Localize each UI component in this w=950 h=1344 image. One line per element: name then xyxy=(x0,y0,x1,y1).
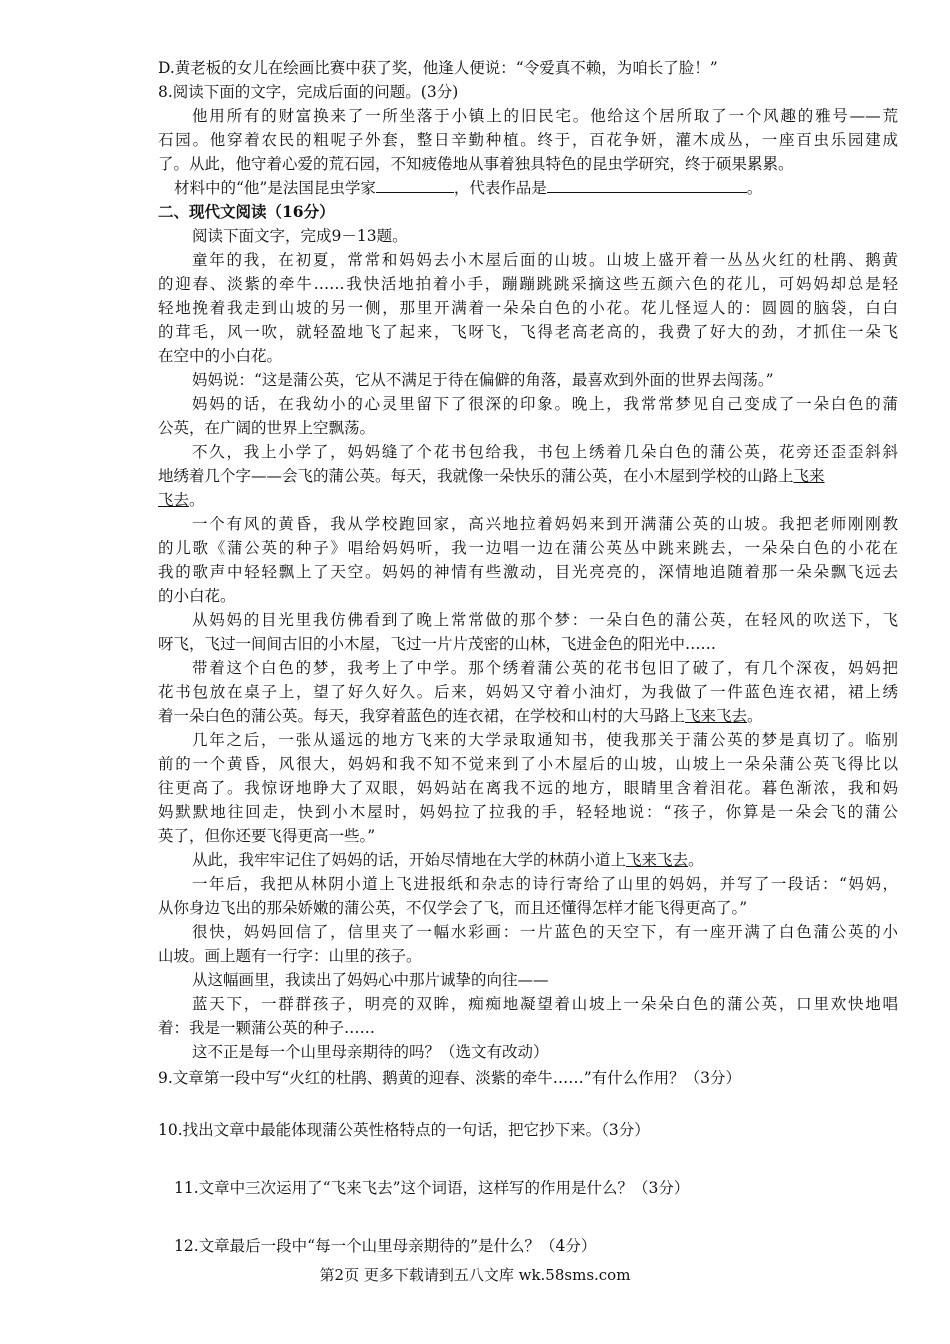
passage-line: 在空中的小白花。 xyxy=(158,347,283,365)
passage-line: 不久，我上小学了，妈妈缝了个花书包给我，书包上绣着几朵白色的蒲公英，花旁还歪歪斜斜 xyxy=(192,443,898,461)
passage-line: 从妈妈的目光里我仿佛看到了晚上常常做的那个梦：一朵白色的蒲公英，在轻风的吹送下，飞 xyxy=(192,611,898,629)
passage-line: 我的歌声中轻轻飘上了天空。妈妈的神情有些激动，目光亮亮的，深情地追随着那一朵朵飘飞远去 xyxy=(158,563,898,581)
passage-line xyxy=(158,464,898,488)
passage-text: 从此，我牢牢记住了妈妈的话，开始尽情地在大学的林荫小道上 xyxy=(192,851,627,869)
passage-text: 地绣着几个字——会飞的蒲公英。每天，我就像一朵快乐的蒲公英，在小木屋到学校的山路上 xyxy=(158,467,794,485)
fly-phrase-1b: 飞去 xyxy=(158,491,190,509)
reading-instruction: 阅读下面文字，完成9－13题。 xyxy=(192,227,408,245)
passage-text: 。 xyxy=(688,851,704,869)
question-10: 10.找出文章中最能体现蒲公英性格特点的一句话，把它抄下来。（3分） xyxy=(158,1121,650,1139)
passage-line xyxy=(158,704,898,728)
passage-line: 一年后，我把从林阴小道上飞进报纸和杂志的诗行寄给了山里的妈妈，并写了一段话：“妈妈， xyxy=(192,875,898,893)
passage-line: 几年之后，一张从遥远的地方飞来的大学录取通知书，使我那关于蒲公英的梦是真切了。临别 xyxy=(192,731,898,749)
fly-phrase-3: 飞来飞去 xyxy=(626,851,689,869)
passage-line: 的迎春、淡紫的牵牛……我快活地拍着小手，蹦蹦跳跳采摘这些五颜六色的花儿，可妈妈却总是轻 xyxy=(158,275,898,293)
passage-line: 着：我是一颗蒲公英的种子…… xyxy=(158,1019,376,1037)
passage-line: 轻地挽着我走到山坡的另一侧，那里开满着一朵朵白色的小花。花儿怪逗人的：圆圆的脑袋，白白 xyxy=(158,299,898,317)
question-9: 9.文章第一段中写“火红的杜鹃、鹅黄的迎春、淡紫的牵牛……”有什么作用？（3分） xyxy=(158,1069,742,1087)
passage-line: 从这幅画里，我读出了妈妈心中那片诚挚的向往—— xyxy=(192,971,549,989)
passage-line: 一个有风的黄昏，我从学校跑回家，高兴地拉着妈妈来到开满蒲公英的山坡。我把老师刚刚教 xyxy=(192,515,898,533)
fly-phrase-1a: 飞来 xyxy=(793,467,825,485)
passage-line: 带着这个白色的梦，我考上了中学。那个绣着蒲公英的花书包旧了破了，有几个深夜，妈妈把 xyxy=(192,659,898,677)
passage-text: 。 xyxy=(189,491,205,509)
passage-line: 妈默默地往回走，快到小木屋时，妈妈拉了拉我的手，轻轻地说：“孩子，你算是一朵会飞的蒲公 xyxy=(158,803,898,821)
section-2-heading: 二、现代文阅读（16分） xyxy=(158,202,335,221)
passage-line: 往更高了。我惊讶地睁大了双眼，妈妈站在离我不远的地方，眼睛里含着泪花。暮色渐浓，我和妈 xyxy=(158,779,898,797)
q8-answer-blank-2[interactable] xyxy=(547,176,747,193)
q8-passage-line: 石园。他穿着农民的粗呢子外套，整日辛勤种植。终于，百花争妍，灌木成丛，一座百虫乐园建成 xyxy=(158,131,898,149)
passage-text: 。 xyxy=(747,707,763,725)
passage-line: 的茸毛，风一吹，就轻盈地飞了起来，飞呀飞，飞得老高老高的，我费了好大的劲，才抓住一朵飞 xyxy=(158,323,898,341)
passage-line xyxy=(192,848,898,872)
q8-passage-line: 了。从此，他守着心爱的荒石园，不知疲倦地从事着独具特色的昆虫学研究，终于硕果累累。 xyxy=(158,155,794,173)
passage-line: 从你身边飞出的那朵娇嫩的蒲公英，不仅学会了飞，而且还懂得怎样才能飞得更高了。” xyxy=(158,899,748,917)
page-footer: 第2页 更多下载请到五八文库 wk.58sms.com xyxy=(319,1266,631,1284)
passage-line: 花书包放在桌子上，望了好久好久。后来，妈妈又守着小油灯，为我做了一件蓝色连衣裙，裙上绣 xyxy=(158,683,898,701)
passage-line xyxy=(158,488,898,512)
q8-fill-text: 。 xyxy=(746,179,763,197)
passage-line: 很快，妈妈回信了，信里夹了一幅水彩画：一片蓝色的天空下，有一座开满了白色蒲公英的小 xyxy=(192,923,898,941)
passage-line: 蓝天下，一群群孩子，明亮的双眸，痴痴地凝望着山坡上一朵朵白色的蒲公英，口里欢快地唱 xyxy=(192,995,898,1013)
passage-line: 英了，但你还要飞得更高一些。” xyxy=(158,827,376,845)
passage-line: 呀飞，飞过一间间古旧的小木屋，飞过一片片茂密的山林，飞进金色的阳光中…… xyxy=(158,635,717,653)
q8-fill-text: 材料中的“他”是法国昆虫学家 xyxy=(174,179,376,197)
q8-answer-blank-1[interactable] xyxy=(376,176,454,193)
passage-line: 公英，在广阔的世界上空飘荡。 xyxy=(158,419,376,437)
q8-fill-text: ，代表作品是 xyxy=(453,179,547,197)
passage-line: 的儿歌《蒲公英的种子》唱给妈妈听，我一边唱一边在蒲公英丛中跳来跳去，一朵朵白色的小花在 xyxy=(158,539,898,557)
passage-line: 妈妈的话，在我幼小的心灵里留下了很深的印象。晚上，我常常梦见自己变成了一朵白色的蒲 xyxy=(192,395,898,413)
passage-text: 着一朵白色的蒲公英。每天，我穿着蓝色的连衣裙，在学校和山村的大马路上 xyxy=(158,707,686,725)
option-d: D.黄老板的女儿在绘画比赛中获了奖，他逢人便说：“令爱真不赖，为咱长了脸！” xyxy=(158,59,718,77)
passage-line: 前的一个黄昏，风很大，妈妈和我不知不觉来到了小木屋后的山坡，山坡上一朵朵蒲公英飞得比以 xyxy=(158,755,898,773)
passage-line: 的小白花。 xyxy=(158,587,236,605)
q8-fill-blank xyxy=(174,176,914,200)
passage-line: 童年的我，在初夏，常常和妈妈去小木屋后面的山坡。山坡上盛开着一丛丛火红的杜鹃、鹅黄 xyxy=(192,251,898,269)
passage-line: 妈妈说：“这是蒲公英，它从不满足于待在偏僻的角落，最喜欢到外面的世界去闯荡。” xyxy=(192,371,774,389)
question-8-title: 8.阅读下面的文字，完成后面的问题。(3分) xyxy=(158,83,459,101)
q8-passage-line: 他用所有的财富换来了一所坐落于小镇上的旧民宅。他给这个居所取了一个风趣的雅号——荒 xyxy=(192,107,898,125)
passage-line: 这不正是每一个山里母亲期待的吗？（选文有改动） xyxy=(192,1043,549,1061)
question-12: 12.文章最后一段中“每一个山里母亲期待的”是什么？（4分） xyxy=(174,1237,597,1255)
fly-phrase-2: 飞来飞去 xyxy=(685,707,748,725)
passage-line: 山坡。画上题有一行字：山里的孩子。 xyxy=(158,947,422,965)
question-11: 11.文章中三次运用了“飞来飞去”这个词语，这样写的作用是什么？（3分） xyxy=(174,1179,690,1197)
